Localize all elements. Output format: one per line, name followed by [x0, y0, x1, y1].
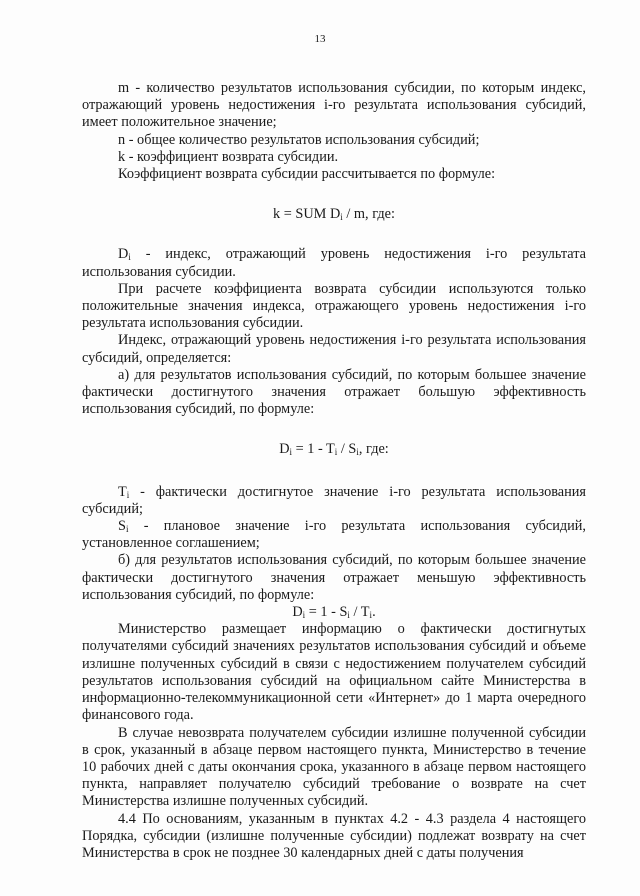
paragraph-ti-definition: $T_i$ - фактически достигнутое значение i-го результата использования субсидий;: [82, 483, 586, 517]
paragraph-index-determined: Индекс, отражающий уровень недостижения i-го результата использования субсидий, определяется:: [82, 332, 586, 366]
paragraph-4-4: 4.4 По основаниям, указанным в пунктах 4.2 - 4.3 раздела 4 настоящего Порядка, субсидии (излишне полученные субсидии) подлежат возврату на счет Министерства в срок не позднее 30 календарных дней с даты получения: [82, 810, 586, 861]
formula-k: k = SUM $D_i$ / m, где:: [273, 206, 395, 223]
paragraph-n-definition: n - общее количество результатов использования субсидий;: [118, 131, 480, 148]
paragraph-m-definition: m - количество результатов использования субсидии, по которым индекс, отражающий уровень недостижения i-го результата использования субсидий, имеет положительное значение;: [82, 80, 586, 131]
paragraph-di-definition: $D_i$ - индекс, отражающий уровень недостижения i-го результата использования субсидии.: [82, 246, 586, 280]
paragraph-case-a: а) для результатов использования субсидий, по которым большее значение фактически достигнутого значения отражает большую эффективность использования субсидий, по формуле:: [82, 366, 586, 418]
page-number: 13: [314, 33, 326, 45]
formula-di-case-b: $D_i = 1 - S_i / T_i$.: [292, 604, 376, 621]
paragraph-ministry-publishes: Министерство размещает информацию о фактически достигнутых получателями субсидий значениях результатов использования субсидий и объеме излишне полученных субсидий в связи с недостижением получателем субсидий результатов использования субсидий на официальном сайте Министерства в информационно-телекоммуникационной сети «Интернет» до 1 марта очередного финансового года.: [82, 621, 586, 724]
document-body: [82, 80, 586, 862]
paragraph-k-formula-intro: Коэффициент возврата субсидии рассчитывается по формуле:: [118, 166, 496, 183]
paragraph-si-definition: $S_i$ - плановое значение i-го результата использования субсидий, установленное соглашением;: [82, 518, 586, 552]
paragraph-case-b: б) для результатов использования субсидий, по которым большее значение фактически достигнутого значения отражает меньшую эффективность использования субсидий, по формуле:: [82, 552, 586, 603]
paragraph-non-return: В случае невозврата получателем субсидии излишне полученной субсидии в срок, указанный в абзаце первом настоящего пункта, Министерство в течение 10 рабочих дней с даты окончания срока, указанного в абзаце первом настоящего пункта, направляет получателю субсидий требование о возврате на счет Министерства излишне полученных субсидий.: [82, 724, 586, 810]
paragraph-positive-values: При расчете коэффициента возврата субсидии используются только положительные значения индекса, отражающего уровень недостижения i-го результата использования субсидии.: [82, 280, 586, 332]
paragraph-k-definition: k - коэффициент возврата субсидии.: [118, 148, 339, 165]
formula-di-case-a: $D_i = 1 - T_i / S_i$, где:: [279, 441, 389, 458]
